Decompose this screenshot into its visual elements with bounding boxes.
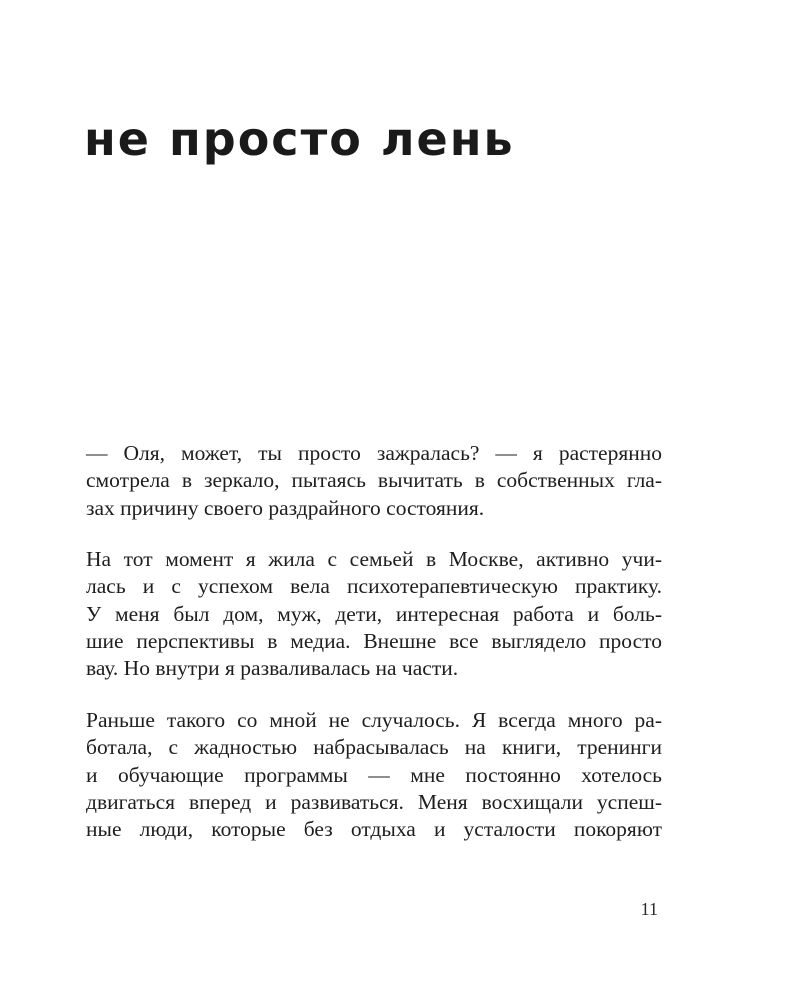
text-line: У меня был дом, муж, дети, интересная работа и боль- — [86, 601, 662, 626]
text-line: и обучающие программы — мне постоянно хотелось — [86, 762, 662, 787]
text-line: Раньше такого со мной не случалось. Я всегда много ра- — [86, 708, 662, 732]
page-number: 11 — [640, 899, 658, 919]
text-line: лась и с успехом вела психотерапевтическую практику. — [86, 574, 662, 599]
text-line: — Оля, может, ты просто зажралась? — я растерянно — [86, 441, 662, 465]
paragraph-2 — [86, 546, 662, 682]
text-line: двигаться вперед и развиваться. Меня восхищали успеш- — [86, 789, 662, 814]
text-line: шие перспективы в медиа. Внешне все выглядело просто — [86, 628, 662, 653]
text-line: смотрела в зеркало, пытаясь вычитать в собственных гла- — [86, 468, 662, 493]
paragraph-1 — [86, 440, 662, 522]
text-line: ные люди, которые без отдыха и усталости покоряют — [86, 817, 662, 842]
text-line: На тот момент я жила с семьей в Москве, активно учи- — [86, 547, 662, 571]
text-line: зах причину своего раздрайного состояния. — [86, 495, 485, 520]
paragraph-3 — [86, 707, 662, 843]
chapter-title: не просто лень — [84, 112, 515, 166]
text-line: ботала, с жадностью набрасывалась на книги, тренинги — [86, 735, 662, 760]
text-line: вау. Но внутри я разваливалась на части. — [86, 656, 459, 681]
